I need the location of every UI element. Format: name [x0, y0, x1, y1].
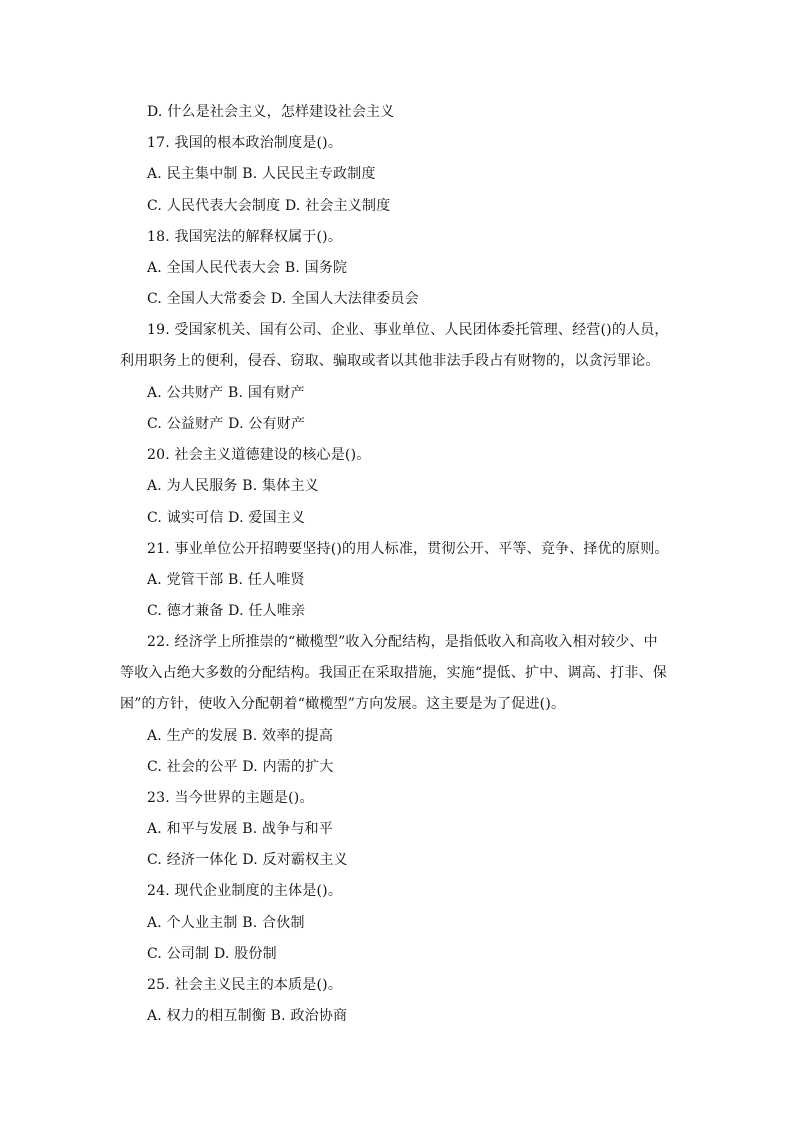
question-19-continued: 利用职务上的便利，侵吞、窃取、骗取或者以其他非法手段占有财物的，以贪污罪论。	[120, 353, 660, 369]
question-21: 21. 事业单位公开招聘要坚持()的用人标准，贯彻公开、平等、竞争、择优的原则。	[147, 541, 669, 557]
question-22-continued: 困”的方针，使收入分配朝着“橄榄型”方向发展。这主要是为了促进()。	[120, 696, 566, 712]
option-line: C. 经济一体化 D. 反对霸权主义	[147, 852, 348, 868]
question-22: 22. 经济学上所推崇的“橄榄型”收入分配结构，是指低收入和高收入相对较少、中	[147, 634, 658, 650]
option-line: C. 人民代表大会制度 D. 社会主义制度	[147, 198, 391, 214]
question-17: 17. 我国的根本政治制度是()。	[147, 135, 343, 151]
option-line: D. 什么是社会主义，怎样建设社会主义	[147, 104, 395, 120]
option-line: A. 生产的发展 B. 效率的提高	[147, 728, 334, 744]
option-line: A. 公共财产 B. 国有财产	[147, 385, 305, 401]
question-19: 19. 受国家机关、国有公司、企业、事业单位、人民团体委托管理、经营()的人员，	[147, 322, 669, 338]
question-18: 18. 我国宪法的解释权属于()。	[147, 229, 343, 245]
option-line: A. 权力的相互制衡 B. 政治协商	[147, 1008, 348, 1024]
option-line: C. 全国人大常委会 D. 全国人大法律委员会	[147, 291, 419, 307]
option-line: C. 社会的公平 D. 内需的扩大	[147, 759, 334, 775]
option-line: A. 个人业主制 B. 合伙制	[147, 915, 305, 931]
option-line: C. 公益财产 D. 公有财产	[147, 416, 306, 432]
option-line: A. 和平与发展 B. 战争与和平	[147, 821, 334, 837]
option-line: C. 诚实可信 D. 爱国主义	[147, 510, 306, 526]
option-line: A. 党管干部 B. 任人唯贤	[147, 572, 305, 588]
option-line: A. 民主集中制 B. 人民民主专政制度	[147, 166, 376, 182]
option-line: C. 德才兼备 D. 任人唯亲	[147, 603, 306, 619]
option-line: C. 公司制 D. 股份制	[147, 946, 277, 962]
question-23: 23. 当今世界的主题是()。	[147, 790, 314, 806]
question-22-continued: 等收入占绝大多数的分配结构。我国正在采取措施，实施“提低、扩中、调高、打非、保	[120, 665, 667, 681]
question-20: 20. 社会主义道德建设的核心是()。	[147, 447, 371, 463]
option-line: A. 为人民服务 B. 集体主义	[147, 478, 319, 494]
question-24: 24. 现代企业制度的主体是()。	[147, 883, 343, 899]
question-25: 25. 社会主义民主的本质是()。	[147, 977, 343, 993]
option-line: A. 全国人民代表大会 B. 国务院	[147, 260, 348, 276]
